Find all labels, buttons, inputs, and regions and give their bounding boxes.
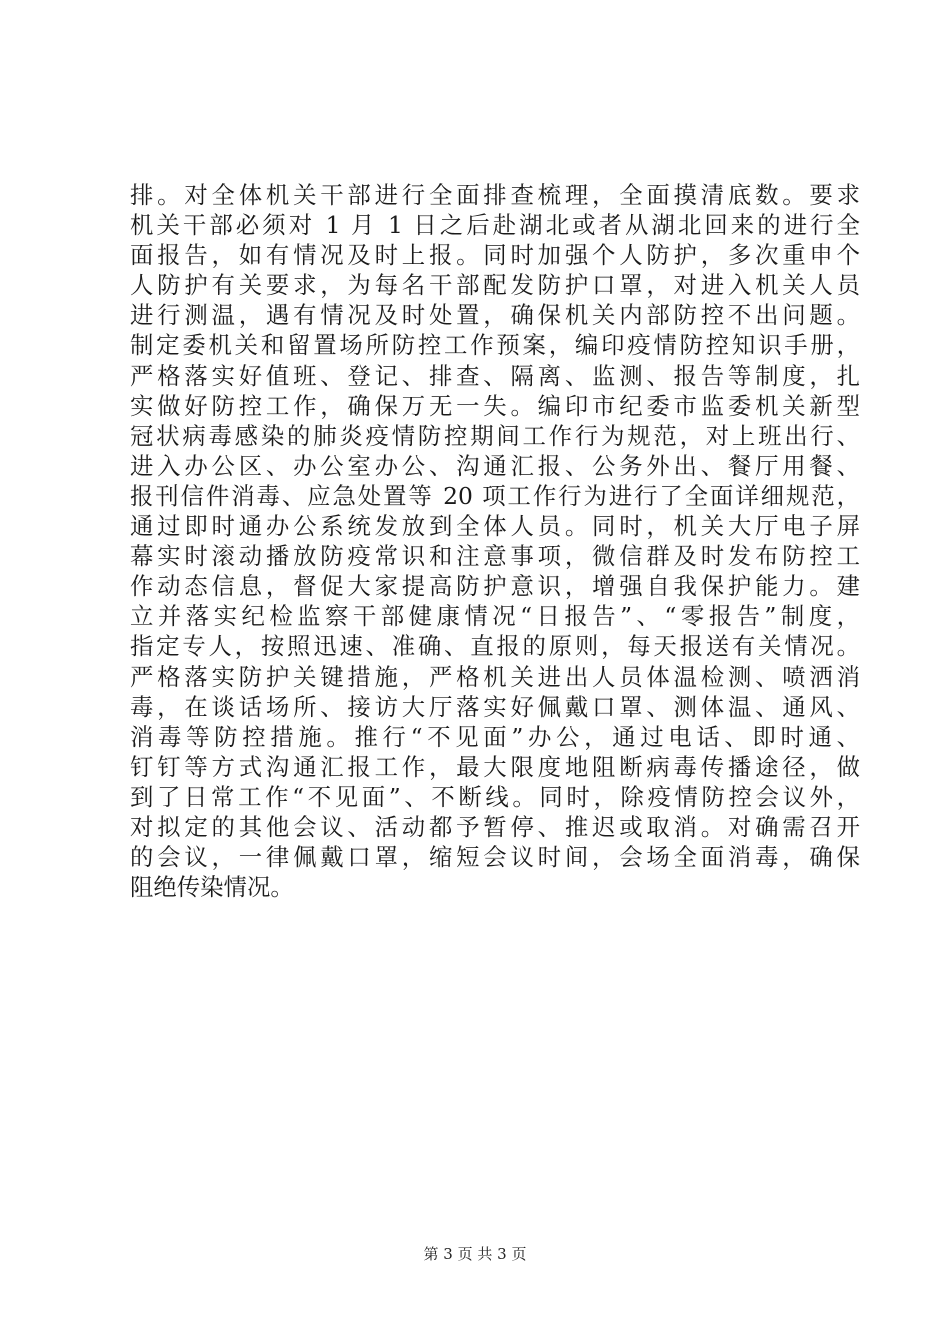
paragraph-line: 作动态信息，督促大家提高防护意识，增强自我保护能力。建	[130, 572, 860, 601]
paragraph-line: 通过即时通办公系统发放到全体人员。同时，机关大厅电子屏	[130, 512, 860, 541]
paragraph-line: 钉钉等方式沟通汇报工作，最大限度地阻断病毒传播途径，做	[130, 752, 860, 781]
paragraph-line: 进行测温，遇有情况及时处置，确保机关内部防控不出问题。	[130, 301, 860, 330]
paragraph-line: 冠状病毒感染的肺炎疫情防控期间工作行为规范，对上班出行、	[130, 421, 860, 450]
paragraph-line: 阻绝传染情况。	[130, 873, 294, 902]
paragraph-line: 面报告，如有情况及时上报。同时加强个人防护，多次重申个	[130, 241, 860, 270]
paragraph-line: 排。对全体机关干部进行全面排查梳理，全面摸清底数。要求	[130, 181, 860, 209]
paragraph-line: 指定专人，按照迅速、准确、直报的原则，每天报送有关情况。	[130, 632, 860, 661]
paragraph-line: 机关干部必须对 1 月 1 日之后赴湖北或者从湖北回来的进行全	[130, 211, 860, 240]
paragraph-line: 的会议，一律佩戴口罩，缩短会议时间，会场全面消毒，确保	[130, 843, 860, 872]
paragraph-line: 到了日常工作“不见面”、不断线。同时，除疫情防控会议外，	[130, 782, 860, 811]
paragraph-line: 制定委机关和留置场所防控工作预案，编印疫情防控知识手册，	[130, 331, 860, 360]
paragraph-line: 报刊信件消毒、应急处置等 20 项工作行为进行了全面详细规范，	[130, 481, 860, 510]
body-paragraph	[130, 180, 860, 902]
paragraph-line: 毒，在谈话场所、接访大厅落实好佩戴口罩、测体温、通风、	[130, 692, 860, 721]
paragraph-line: 立并落实纪检监察干部健康情况“日报告”、“零报告”制度，	[130, 602, 860, 631]
paragraph-line: 幕实时滚动播放防疫常识和注意事项，微信群及时发布防控工	[130, 542, 860, 571]
paragraph-line: 消毒等防控措施。推行“不见面”办公，通过电话、即时通、	[130, 722, 860, 751]
paragraph-line: 实做好防控工作，确保万无一失。编印市纪委市监委机关新型	[130, 391, 860, 420]
paragraph-line: 严格落实防护关键措施，严格机关进出人员体温检测、喷洒消	[130, 662, 860, 691]
paragraph-line: 进入办公区、办公室办公、沟通汇报、公务外出、餐厅用餐、	[130, 451, 860, 480]
page-footer: 第 3 页 共 3 页	[423, 1245, 527, 1263]
paragraph-line: 人防护有关要求，为每名干部配发防护口罩，对进入机关人员	[130, 271, 860, 300]
paragraph-line: 对拟定的其他会议、活动都予暂停、推迟或取消。对确需召开	[130, 812, 860, 841]
paragraph-line: 严格落实好值班、登记、排查、隔离、监测、报告等制度，扎	[130, 361, 860, 390]
